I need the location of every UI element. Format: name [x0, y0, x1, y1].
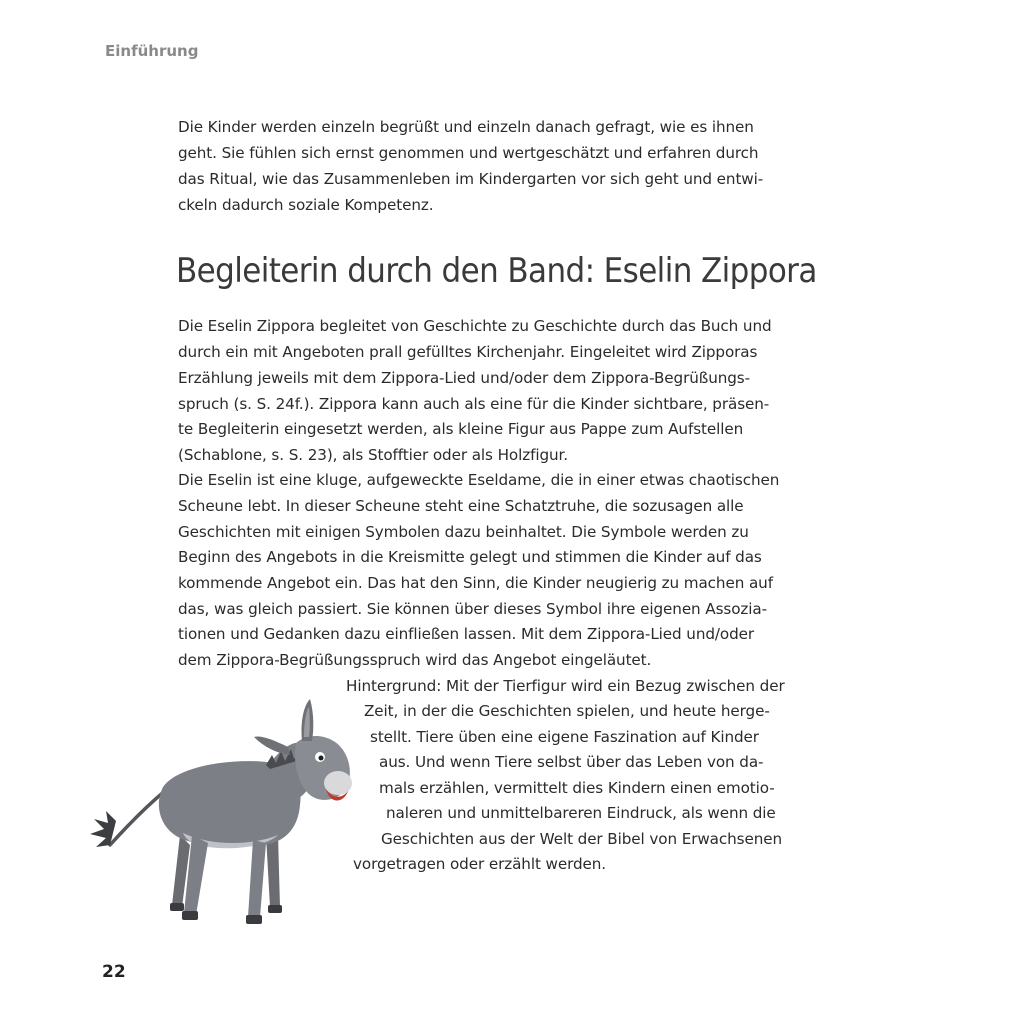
body-line: das, was gleich passiert. Sie können über dieses Symbol ihre eigenen Assozia-: [178, 600, 767, 618]
background-line: aus. Und wenn Tiere selbst über das Leben von da-: [379, 753, 764, 771]
body-line: tionen und Gedanken dazu einfließen lassen. Mit dem Zippora-Lied und/oder: [178, 625, 755, 643]
intro-line: Die Kinder werden einzeln begrüßt und einzeln danach gefragt, wie es ihnen: [178, 118, 754, 136]
body-line: durch ein mit Angeboten prall gefülltes Kirchenjahr. Eingeleitet wird Zipporas: [178, 343, 758, 361]
body-line: (Schablone, s. S. 23), als Stofftier oder als Holzfigur.: [178, 446, 568, 464]
intro-line: ckeln dadurch soziale Kompetenz.: [178, 196, 434, 214]
body-line: spruch (s. S. 24f.). Zippora kann auch als eine für die Kinder sichtbare, präsen-: [178, 395, 770, 413]
body-line: dem Zippora-Begrüßungsspruch wird das Angebot eingeläutet.: [178, 651, 652, 669]
page-number: 22: [102, 962, 126, 982]
intro-line: das Ritual, wie das Zusammenleben im Kindergarten vor sich geht und entwi-: [178, 170, 764, 188]
body-line: Beginn des Angebots in die Kreismitte gelegt und stimmen die Kinder auf das: [178, 548, 762, 566]
body-line: Erzählung jeweils mit dem Zippora-Lied und/oder dem Zippora-Begrüßungs-: [178, 369, 750, 387]
background-line: vorgetragen oder erzählt werden.: [353, 855, 607, 873]
body-line: Scheune lebt. In dieser Scheune steht eine Schatztruhe, die sozusagen alle: [178, 497, 744, 515]
body-line: Die Eselin Zippora begleitet von Geschichte zu Geschichte durch das Buch und: [178, 317, 772, 335]
body-line: Geschichten mit einigen Symbolen dazu beinhaltet. Die Symbole werden zu: [178, 523, 749, 541]
body-line: Die Eselin ist eine kluge, aufgeweckte Eseldame, die in einer etwas chaotischen: [178, 471, 780, 489]
background-line: mals erzählen, vermittelt dies Kindern einen emotio-: [379, 779, 775, 797]
background-line: naleren und unmittelbareren Eindruck, als wenn die: [386, 804, 776, 822]
section-heading: Begleiterin durch den Band: Eselin Zippora: [176, 252, 817, 291]
background-line: Geschichten aus der Welt der Bibel von Erwachsenen: [381, 830, 783, 848]
running-head: Einführung: [105, 42, 199, 60]
donkey-illustration-icon: [88, 695, 358, 945]
body-line: kommende Angebot ein. Das hat den Sinn, die Kinder neugierig zu machen auf: [178, 574, 773, 592]
background-line: Hintergrund: Mit der Tierfigur wird ein Bezug zwischen der: [346, 677, 785, 695]
background-line: Zeit, in der die Geschichten spielen, und heute herge-: [364, 702, 770, 720]
background-line: stellt. Tiere üben eine eigene Faszination auf Kinder: [370, 728, 759, 746]
intro-line: geht. Sie fühlen sich ernst genommen und wertgeschätzt und erfahren durch: [178, 144, 759, 162]
body-line: te Begleiterin eingesetzt werden, als kleine Figur aus Pappe zum Aufstellen: [178, 420, 744, 438]
